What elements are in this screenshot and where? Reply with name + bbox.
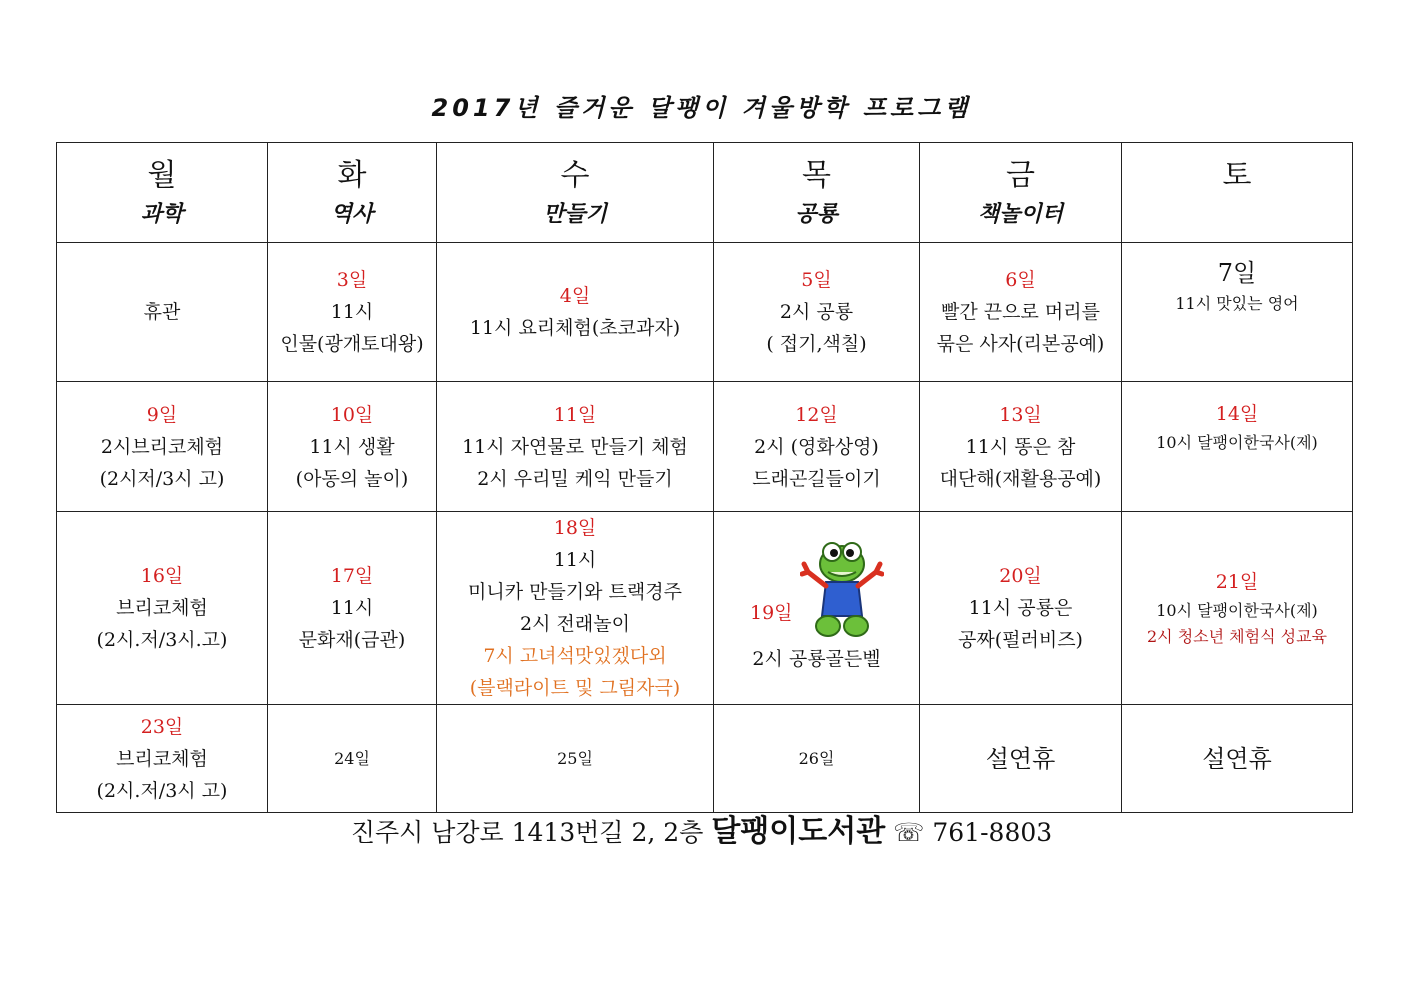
- header-cell-tue: [268, 143, 437, 243]
- event-text: 11시: [553, 549, 597, 571]
- week-row-2: [57, 382, 1353, 512]
- header-cell-mon: [57, 143, 268, 243]
- event-text: 11시: [330, 597, 374, 619]
- cell-mon: [57, 382, 268, 512]
- cell-tue: [268, 243, 437, 382]
- event-text: 2시브리코체험: [100, 435, 224, 458]
- event-text: 11시 요리체험(초코과자): [469, 317, 681, 339]
- event-text: 2시 공룡: [779, 301, 854, 323]
- date-label: 6일: [1005, 269, 1036, 291]
- event-text-highlight: 2시 청소년 체험식 성교육: [1147, 627, 1327, 646]
- event-text: 2시 우리밀 케익 만들기: [477, 467, 673, 490]
- event-text-highlight: 7시 고녀석맛있겠다외: [483, 645, 667, 667]
- date-label: 4일: [559, 285, 591, 307]
- event-text: (2시.저/3시.고): [96, 629, 228, 651]
- day-theme: 역사: [330, 201, 374, 227]
- cell-wed: [437, 243, 714, 382]
- event-text: 미니카 만들기와 트랙경주: [468, 581, 682, 603]
- event-text: 11시: [330, 301, 374, 323]
- event-text: 인물(광개토대왕): [280, 333, 424, 355]
- date-label: 21일: [1215, 571, 1259, 593]
- event-text: ( 접기,색칠): [766, 333, 867, 355]
- date-label: 16일: [140, 565, 184, 587]
- week-row-3: [57, 512, 1353, 705]
- date-label: 13일: [999, 403, 1042, 426]
- cell-sat: [1122, 382, 1353, 512]
- date-label: 10일: [330, 403, 374, 426]
- event-text: 빨간 끈으로 머리를: [941, 301, 1100, 323]
- cell-wed: [437, 382, 714, 512]
- date-label: 23일: [140, 715, 184, 738]
- day-name: 화: [337, 157, 367, 193]
- day-name: 월: [147, 157, 177, 193]
- day-name: 수: [560, 157, 590, 193]
- cell-tue: [268, 512, 437, 705]
- page-title: 2017년 즐거운 달팽이 겨울방학 프로그램: [431, 94, 972, 122]
- event-text: 묶은 사자(리본공예): [936, 333, 1105, 355]
- schedule-table: [56, 142, 1353, 813]
- date-label: 25일: [557, 748, 593, 768]
- date-label: 18일: [553, 517, 597, 539]
- cell-sat: [1122, 243, 1353, 382]
- closed-label: 휴관: [143, 301, 181, 323]
- cell-thu: [714, 705, 920, 813]
- event-text: (아동의 놀이): [295, 467, 409, 490]
- date-label: 24일: [334, 748, 370, 768]
- footer-address: 진주시 남강로 1413번길 2, 2층: [350, 818, 704, 847]
- cell-wed: [437, 705, 714, 813]
- cell-fri: [920, 512, 1122, 705]
- event-text: 11시 공룡은: [968, 597, 1073, 619]
- cell-mon: [57, 512, 268, 705]
- cell-fri: [920, 705, 1122, 813]
- event-text: (2시저/3시 고): [99, 467, 225, 490]
- phone-number: 761-8803: [932, 818, 1053, 847]
- day-theme: 공룡: [795, 201, 838, 227]
- date-label: 12일: [795, 403, 838, 426]
- cell-fri: [920, 382, 1122, 512]
- header-cell-sat: [1122, 143, 1353, 243]
- cell-mon: [57, 243, 268, 382]
- header-cell-thu: [714, 143, 920, 243]
- dinosaur-mascot-icon: [800, 538, 884, 642]
- day-name: 토: [1222, 157, 1252, 193]
- event-text: 공짜(펄러비즈): [958, 629, 1083, 651]
- event-text: 문화재(금관): [298, 629, 406, 651]
- header-cell-fri: [920, 143, 1122, 243]
- date-label: 26일: [798, 748, 835, 768]
- day-name: 목: [802, 157, 831, 193]
- event-text: 10시 달팽이한국사(제): [1156, 433, 1318, 452]
- event-text: 11시 맛있는 영어: [1175, 294, 1299, 313]
- date-label: 17일: [330, 565, 374, 587]
- event-text: 대단해(재활용공예): [939, 467, 1102, 490]
- date-label: 5일: [801, 269, 832, 291]
- cell-wed: [437, 512, 714, 705]
- library-name: 달팽이도서관: [711, 814, 886, 849]
- date-label: 20일: [999, 565, 1042, 587]
- cell-mon: [57, 705, 268, 813]
- event-text: 2시 공룡골든벨: [752, 648, 881, 670]
- event-text-highlight: (블랙라이트 및 그림자극): [469, 677, 681, 699]
- cell-thu: [714, 512, 920, 705]
- week-row-4: [57, 705, 1353, 813]
- date-label: 11일: [553, 403, 597, 426]
- event-text: 11시 자연물로 만들기 체험: [462, 435, 688, 458]
- cell-fri: [920, 243, 1122, 382]
- day-theme: 만들기: [543, 201, 607, 227]
- week-row-1: [57, 243, 1353, 382]
- day-theme: 과학: [140, 201, 184, 227]
- cell-thu: [714, 243, 920, 382]
- day-name: 금: [1006, 157, 1035, 193]
- day-theme: [1122, 198, 1352, 232]
- holiday-label: 설연휴: [985, 744, 1056, 773]
- event-text: 브리코체험: [116, 747, 208, 770]
- date-label: 14일: [1215, 403, 1259, 425]
- footer: [0, 812, 1403, 853]
- cell-sat: [1122, 705, 1353, 813]
- event-text: 10시 달팽이한국사(제): [1156, 601, 1318, 620]
- event-text: 브리코체험: [116, 597, 208, 619]
- header-cell-wed: [437, 143, 714, 243]
- holiday-label: 설연휴: [1202, 744, 1272, 773]
- event-text: 드래곤길들이기: [752, 467, 881, 490]
- cell-tue: [268, 705, 437, 813]
- event-text: (2시.저/3시 고): [96, 779, 228, 802]
- date-label: 9일: [146, 403, 178, 426]
- cell-thu: [714, 382, 920, 512]
- cell-sat: [1122, 512, 1353, 705]
- header-row: [57, 143, 1353, 243]
- phone-icon: ☏: [893, 818, 925, 847]
- date-label: 3일: [336, 269, 368, 291]
- event-text: 11시 똥은 참: [965, 435, 1076, 458]
- date-label: 7일: [1217, 259, 1257, 287]
- date-label: 19일: [750, 602, 793, 624]
- cell-tue: [268, 382, 437, 512]
- event-text: 2시 (영화상영): [754, 435, 879, 458]
- event-text: 2시 전래놀이: [520, 613, 630, 635]
- day-theme: 책놀이터: [977, 201, 1063, 227]
- event-text: 11시 생활: [309, 435, 395, 458]
